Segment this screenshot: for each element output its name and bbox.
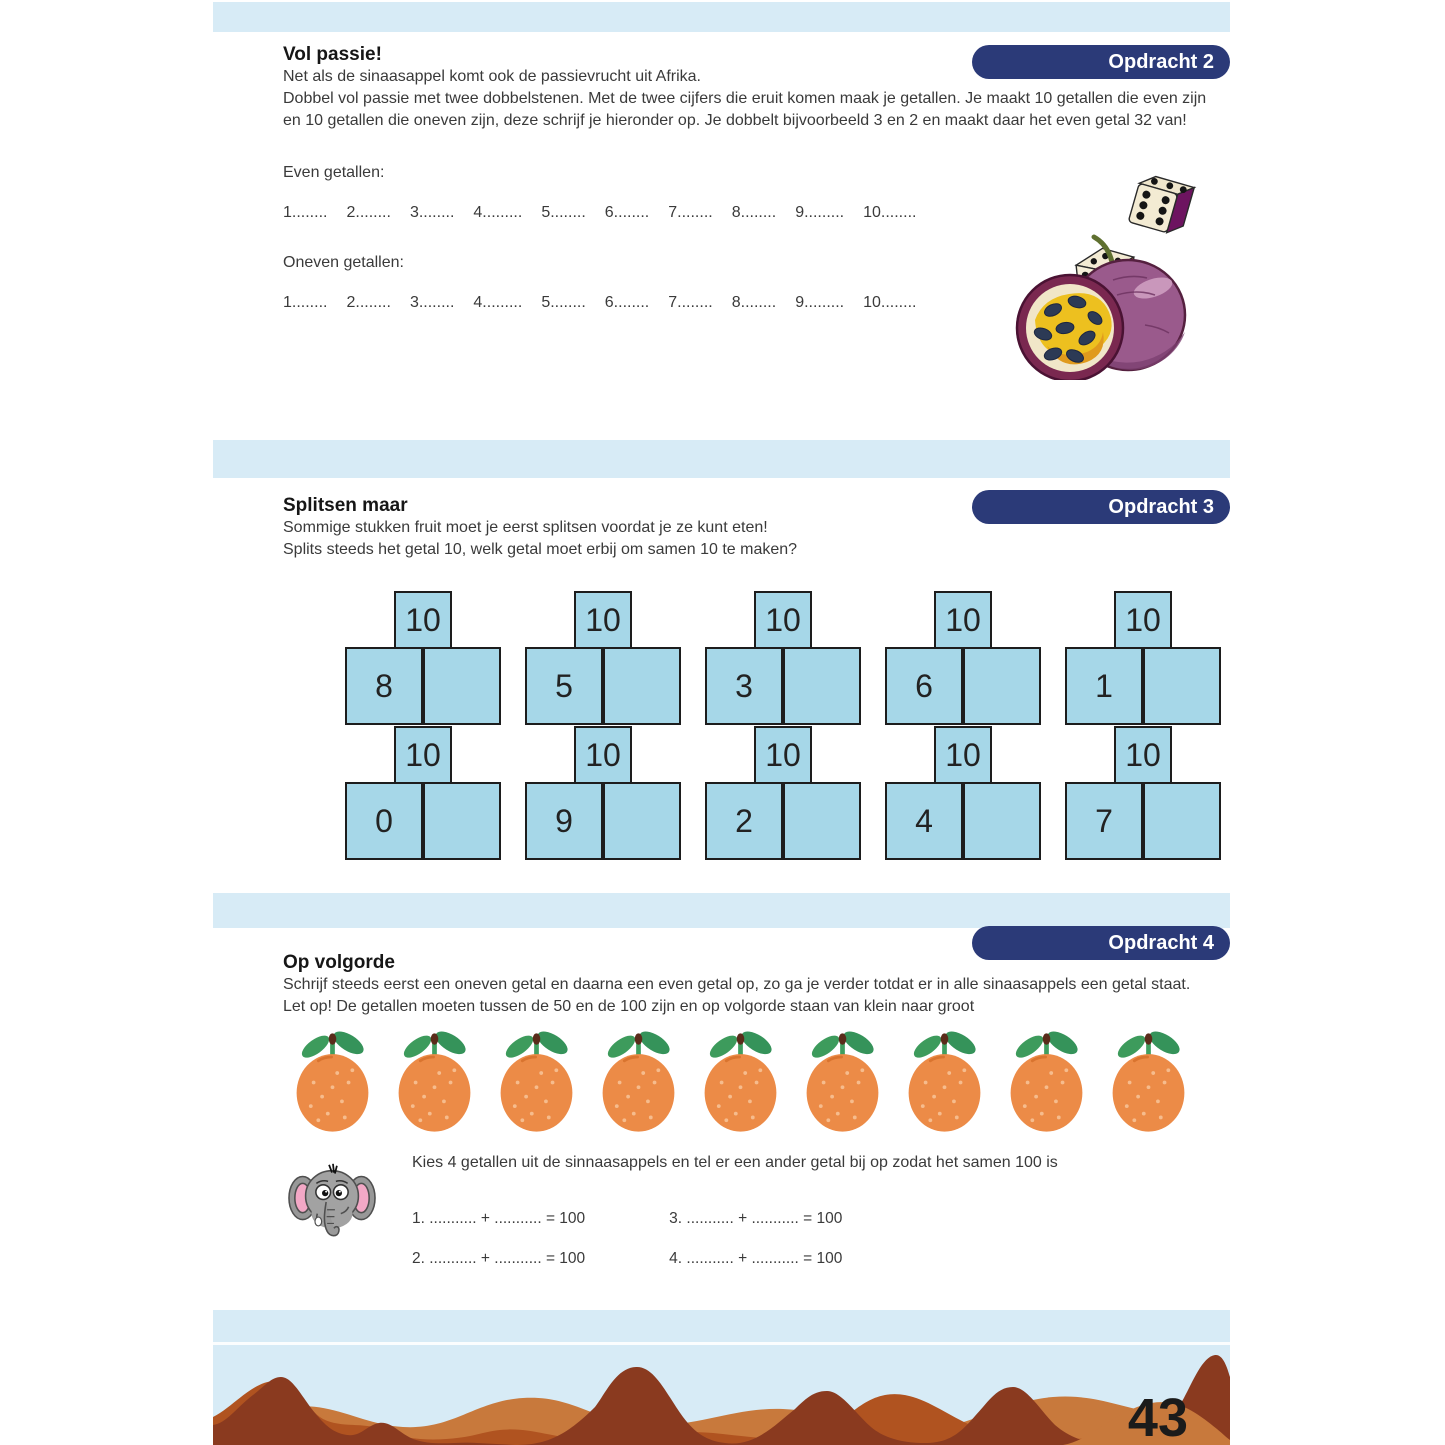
orange-icon (698, 1030, 783, 1135)
oneven-getallen-label: Oneven getallen: (283, 254, 404, 271)
answer-blank: 4......... (473, 204, 523, 221)
answer-blank: 2........ (346, 204, 391, 221)
equation-line: 1. ........... + ........... = 100 (412, 1210, 586, 1227)
answer-blank: 6........ (604, 294, 650, 311)
split-answer-box (1143, 782, 1221, 860)
answer-blank: 7........ (668, 204, 713, 221)
orange-icon (800, 1030, 885, 1135)
split-known-value: 7 (1065, 782, 1143, 860)
split-known-value: 2 (705, 782, 783, 860)
equation-line: 4. ........... + ........... = 100 (669, 1250, 843, 1267)
number-split-diagram (1065, 726, 1221, 860)
split-total-box: 10 (394, 591, 452, 649)
split-total-box: 10 (574, 726, 632, 784)
answer-blank: 7........ (668, 294, 713, 311)
section-splitsen-line1: Sommige stukken fruit moet je eerst splitsen voordat je ze kunt eten! (283, 519, 768, 536)
number-split-diagram (885, 726, 1041, 860)
equation-grid (412, 1210, 1058, 1268)
equation-line: 3. ........... + ........... = 100 (669, 1210, 843, 1227)
oranges-row (290, 1030, 1191, 1135)
opdracht-4-badge-label: Opdracht 4 (1108, 931, 1214, 954)
split-known-value: 0 (345, 782, 423, 860)
split-answer-box (423, 647, 501, 725)
answer-blank: 8........ (731, 204, 777, 221)
section-splitsen-title: Splitsen maar (283, 495, 408, 516)
split-known-value: 3 (705, 647, 783, 725)
split-known-value: 6 (885, 647, 963, 725)
section-vol-passie-title: Vol passie! (283, 44, 382, 65)
divider-band-top (213, 2, 1230, 32)
split-answer-box (783, 782, 861, 860)
divider-band-3 (213, 893, 1230, 928)
split-total-box: 10 (934, 591, 992, 649)
split-answer-box (603, 782, 681, 860)
answer-blank: 9......... (795, 294, 845, 311)
even-getallen-label: Even getallen: (283, 164, 385, 181)
split-total-box: 10 (394, 726, 452, 784)
equation-line: 2. ........... + ........... = 100 (412, 1250, 586, 1267)
split-answer-box (423, 782, 501, 860)
split-total-box: 10 (1114, 591, 1172, 649)
number-split-diagram (705, 591, 861, 725)
section-volgorde-line1: Schrijf steeds eerst een oneven getal en daarna een even getal op, zo ga je verder totdat er in alle sinaasappels een getal staat. (283, 976, 1191, 993)
section-vol-passie-line1: Net als de sinaasappel komt ook de passievrucht uit Afrika. (283, 68, 701, 85)
split-known-value: 8 (345, 647, 423, 725)
answer-blank: 8........ (731, 294, 777, 311)
number-split-diagram (525, 726, 681, 860)
section-splitsen (283, 495, 797, 561)
split-diagram-row-1 (345, 591, 1221, 725)
section-vol-passie-paragraph: Dobbel vol passie met twee dobbelstenen. Met de twee cijfers die eruit komen maak je getallen. Je maakt 10 getallen die even zijn en 10 getallen die oneven zijn, deze schrijf je hieronder op. Je dobbelt bijvoorbeeld 3 en 2 en maakt daar het even getal 32 van! (283, 90, 1207, 129)
split-answer-box (783, 647, 861, 725)
section-volgorde-title: Op volgorde (283, 952, 395, 973)
section-volgorde (283, 952, 1243, 1018)
answer-blank: 1........ (283, 294, 328, 311)
split-diagram-row-2 (345, 726, 1221, 860)
split-total-box: 10 (754, 591, 812, 649)
kies-instruction: Kies 4 getallen uit de sinnaasappels en tel er een ander getal bij op zodat het samen 100 is (412, 1154, 1058, 1171)
orange-icon (494, 1030, 579, 1135)
mountain-footer-illustration (213, 1345, 1230, 1445)
passionfruit-dice-illustration (995, 150, 1210, 380)
split-answer-box (603, 647, 681, 725)
split-answer-box (963, 647, 1041, 725)
number-split-diagram (525, 591, 681, 725)
answer-blank: 5........ (541, 204, 586, 221)
section-splitsen-line2: Splits steeds het getal 10, welk getal moet erbij om samen 10 te maken? (283, 541, 798, 558)
split-known-value: 1 (1065, 647, 1143, 725)
answer-blank: 5........ (541, 294, 586, 311)
answer-blank: 1........ (283, 204, 328, 221)
number-split-diagram (885, 591, 1041, 725)
answer-blank: 3........ (409, 294, 455, 311)
answer-blank: 10........ (863, 294, 917, 311)
opdracht-3-badge-label: Opdracht 3 (1108, 495, 1214, 518)
split-known-value: 4 (885, 782, 963, 860)
orange-icon (290, 1030, 375, 1135)
split-known-value: 5 (525, 647, 603, 725)
orange-icon (1004, 1030, 1089, 1135)
split-total-box: 10 (1114, 726, 1172, 784)
number-split-diagram (345, 591, 501, 725)
number-split-diagram (705, 726, 861, 860)
elephant-illustration (288, 1152, 376, 1247)
orange-icon (392, 1030, 477, 1135)
section-volgorde-line2: Let op! De getallen moeten tussen de 50 en de 100 zijn en op volgorde staan van klein naar groot (283, 998, 975, 1015)
answer-blank: 6........ (604, 204, 650, 221)
number-split-diagram (345, 726, 501, 860)
divider-band-2 (213, 440, 1230, 478)
page-number: 43 (1127, 1388, 1188, 1445)
split-known-value: 9 (525, 782, 603, 860)
answer-blank: 4......... (473, 294, 523, 311)
answer-blank: 3........ (409, 204, 455, 221)
opdracht-3-badge (972, 490, 1230, 524)
orange-icon (1106, 1030, 1191, 1135)
split-answer-box (1143, 647, 1221, 725)
opdracht-2-badge-label: Opdracht 2 (1108, 50, 1214, 73)
footer-illustration (213, 1310, 1230, 1445)
split-answer-box (963, 782, 1041, 860)
split-total-box: 10 (754, 726, 812, 784)
answer-blank: 9......... (795, 204, 845, 221)
orange-icon (902, 1030, 987, 1135)
split-total-box: 10 (934, 726, 992, 784)
number-split-diagram (1065, 591, 1221, 725)
answer-blank: 10........ (863, 204, 917, 221)
answer-blank: 2........ (346, 294, 391, 311)
orange-icon (596, 1030, 681, 1135)
split-total-box: 10 (574, 591, 632, 649)
sum-exercise-block (288, 1152, 1058, 1268)
